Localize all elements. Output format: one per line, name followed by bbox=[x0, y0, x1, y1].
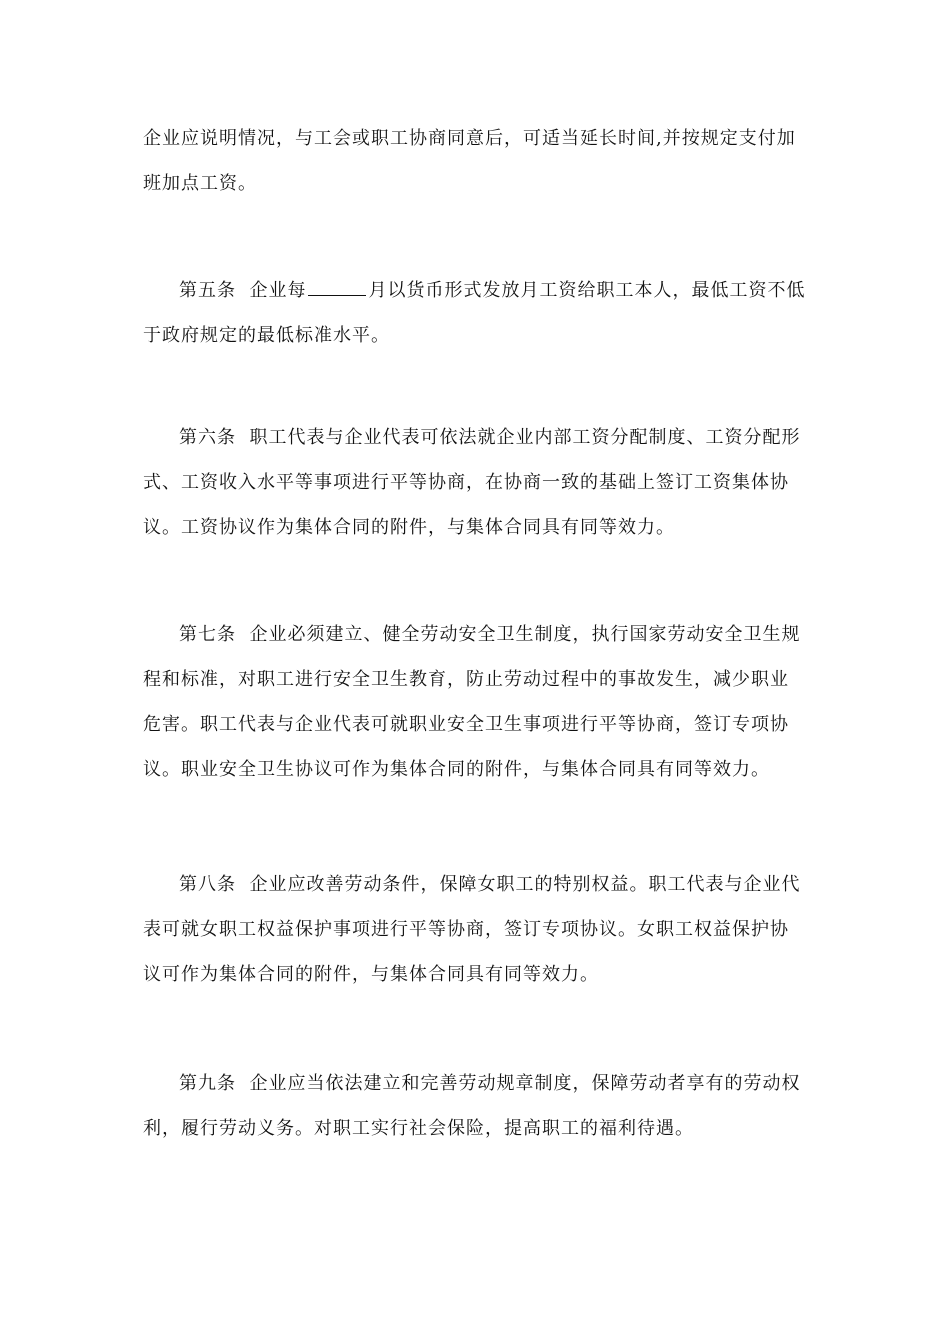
article-heading: 第五条 bbox=[179, 280, 236, 301]
paragraph-text: 月以货币形式发放月工资给职工本人，最低工资不低 bbox=[368, 280, 806, 301]
paragraph-line: 危害。职工代表与企业代表可就职业安全卫生事项进行平等协商，签订专项协 bbox=[143, 714, 789, 735]
article-9 bbox=[143, 1061, 808, 1151]
article-5-first-line bbox=[143, 268, 808, 313]
article-7-first-line bbox=[143, 612, 808, 657]
paragraph-line: 议可作为集体合同的附件，与集体合同具有同等效力。 bbox=[143, 964, 599, 985]
paragraph-text: 企业必须建立、健全劳动安全卫生制度，执行国家劳动安全卫生规 bbox=[249, 624, 801, 645]
article-8-first-line bbox=[143, 862, 808, 907]
fill-in-blank bbox=[308, 281, 366, 296]
paragraph-text: 企业应改善劳动条件，保障女职工的特别权益。职工代表与企业代 bbox=[249, 874, 801, 895]
paragraph-text: 企业每 bbox=[249, 280, 307, 301]
article-heading: 第七条 bbox=[179, 624, 236, 645]
article-heading: 第八条 bbox=[179, 874, 236, 895]
article-heading: 第九条 bbox=[179, 1073, 236, 1094]
article-9-first-line bbox=[143, 1061, 808, 1106]
article-5 bbox=[143, 268, 808, 358]
paragraph-line: 程和标准，对职工进行安全卫生教育，防止劳动过程中的事故发生，减少职业 bbox=[143, 669, 789, 690]
article-heading: 第六条 bbox=[179, 427, 236, 448]
paragraph-line: 表可就女职工权益保护事项进行平等协商，签订专项协议。女职工权益保护协 bbox=[143, 919, 789, 940]
paragraph-line: 议。职业安全卫生协议可作为集体合同的附件，与集体合同具有同等效力。 bbox=[143, 759, 770, 780]
paragraph-line: 议。工资协议作为集体合同的附件，与集体合同具有同等效力。 bbox=[143, 517, 675, 538]
paragraph-line: 企业应说明情况，与工会或职工协商同意后，可适当延长时间,并按规定支付加 bbox=[143, 128, 796, 149]
article-8 bbox=[143, 862, 808, 997]
paragraph-line: 利，履行劳动义务。对职工实行社会保险，提高职工的福利待遇。 bbox=[143, 1118, 694, 1139]
paragraph-line: 班加点工资。 bbox=[143, 173, 257, 194]
paragraph-continuation bbox=[143, 116, 808, 206]
article-7 bbox=[143, 612, 808, 792]
paragraph-line: 式、工资收入水平等事项进行平等协商，在协商一致的基础上签订工资集体协 bbox=[143, 472, 789, 493]
paragraph-line: 于政府规定的最低标准水平。 bbox=[143, 325, 390, 346]
article-6-first-line bbox=[143, 415, 808, 460]
article-6 bbox=[143, 415, 808, 550]
paragraph-text: 职工代表与企业代表可依法就企业内部工资分配制度、工资分配形 bbox=[249, 427, 801, 448]
paragraph-text: 企业应当依法建立和完善劳动规章制度，保障劳动者享有的劳动权 bbox=[249, 1073, 801, 1094]
